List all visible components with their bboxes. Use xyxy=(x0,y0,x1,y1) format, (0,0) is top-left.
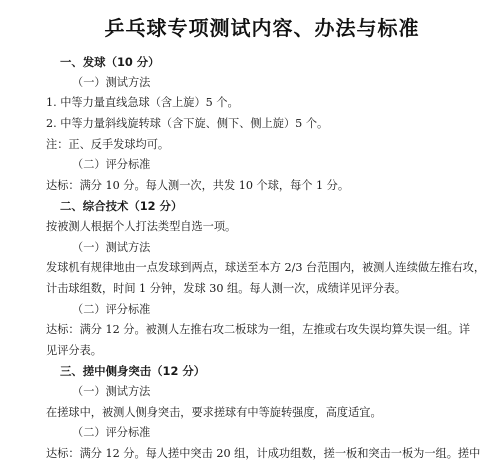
subheading-scoring-standard: （二）评分标准 xyxy=(72,426,151,440)
section-heading-combined-technique: 二、综合技术（12 分） xyxy=(60,199,183,214)
paragraph-line: 在搓球中，被测人侧身突击，要求搓球有中等旋转强度，高度适宜。 xyxy=(46,405,382,419)
list-item: 1. 中等力量直线急球（含上旋）5 个。 xyxy=(46,96,239,110)
standard-line: 达标：满分 10 分。每人测一次，共发 10 个球，每个 1 分。 xyxy=(46,178,350,192)
paragraph-line: 发球机有规律地由一点发球到两点，球送至本方 2/3 台范围内，被测人连续做左推右攻， xyxy=(46,261,486,275)
subheading-test-method: （一）测试方法 xyxy=(72,240,151,254)
subheading-test-method: （一）测试方法 xyxy=(72,75,151,89)
section-heading-side-attack: 三、搓中侧身突击（12 分） xyxy=(60,364,206,379)
intro-line: 按被测人根据个人打法类型自选一项。 xyxy=(46,220,237,234)
subheading-scoring-standard: （二）评分标准 xyxy=(72,302,151,316)
standard-line: 达标：满分 12 分。被测人左推右攻二板球为一组，左推或右攻失误均算失误一组。详 xyxy=(46,323,471,337)
paragraph-line: 计击球组数，时间 1 分钟，发球 30 组。每人测一次，成绩详见评分表。 xyxy=(46,281,407,295)
note-line: 注：正、反手发球均可。 xyxy=(46,137,170,151)
document-title: 乒乓球专项测试内容、办法与标准 xyxy=(104,16,420,40)
list-item: 2. 中等力量斜线旋转球（含下旋、侧下、侧上旋）5 个。 xyxy=(46,116,329,130)
subheading-scoring-standard: （二）评分标准 xyxy=(72,158,151,172)
standard-line: 达标：满分 12 分。每人搓中突击 20 组，计成功组数，搓一板和突击一板为一组。搓中 xyxy=(46,446,481,460)
document-body xyxy=(46,52,486,464)
subheading-test-method: （一）测试方法 xyxy=(72,385,151,399)
section-heading-serve: 一、发球（10 分） xyxy=(60,55,160,69)
standard-line: 见评分表。 xyxy=(46,343,102,357)
